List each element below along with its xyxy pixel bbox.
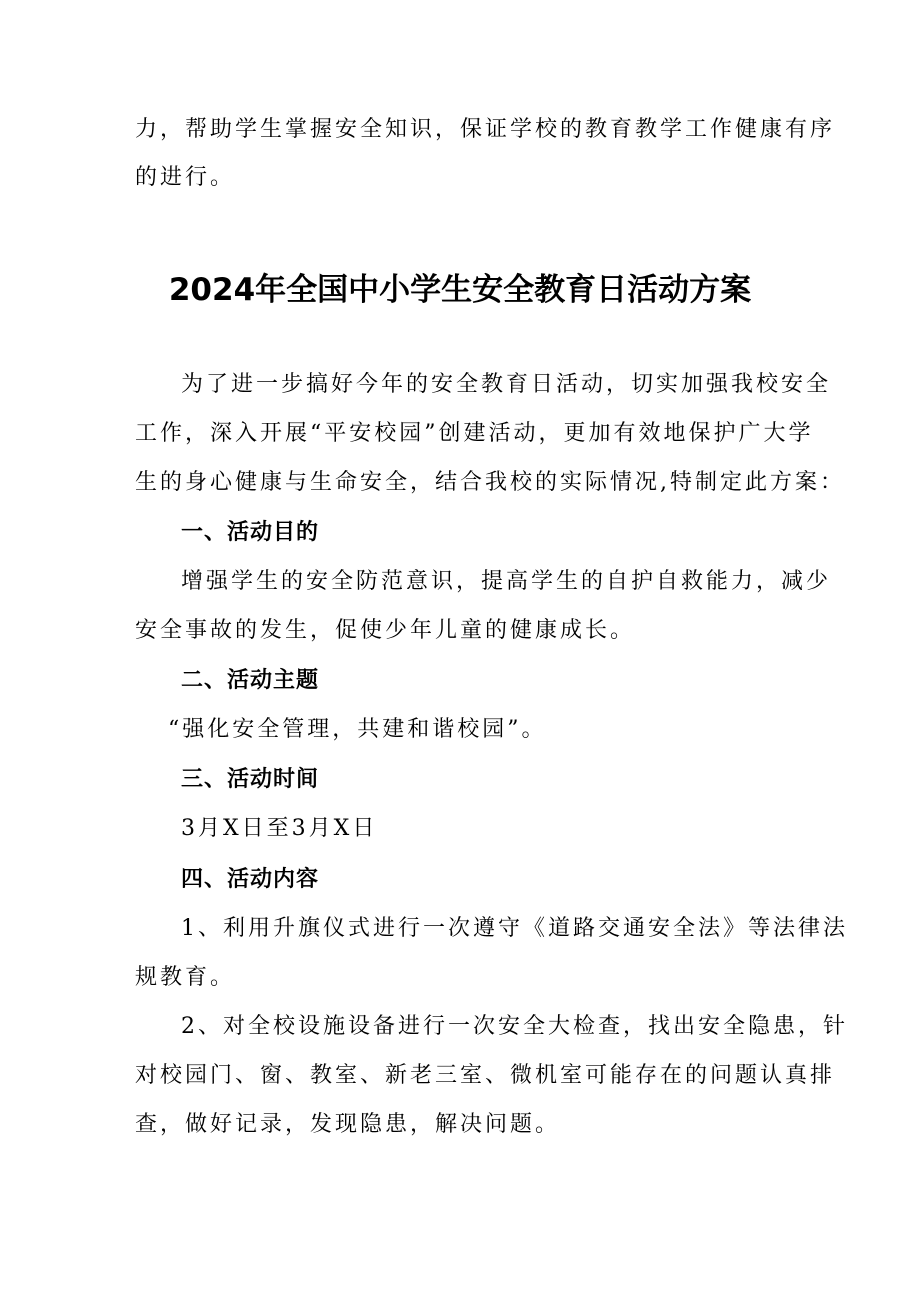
content-item2-line-1: 2、对全校设施设备进行一次安全大检查，找出安全隐患，针 [181, 1014, 848, 1039]
content-item1-line-1: 1、利用升旗仪式进行一次遵守《道路交通安全法》等法律法 [181, 916, 848, 941]
section-heading-purpose: 一、活动目的 [181, 520, 320, 545]
document-title: 2024年全国中小学生安全教育日活动方案 [168, 272, 752, 308]
content-item1-line-2: 规教育。 [135, 965, 236, 990]
theme-line: “强化安全管理，共建和谐校园”。 [168, 717, 547, 742]
time-line: 3月X日至3月X日 [181, 816, 378, 841]
preface-line-3: 生的身心健康与生命安全，结合我校的实际情况,特制定此方案： [135, 470, 845, 495]
content-item2-line-3: 查，做好记录，发现隐患，解决问题。 [135, 1112, 561, 1137]
preface-line-2: 工作，深入开展“平安校园”创建活动，更加有效地保护广大学 [135, 421, 814, 446]
purpose-line-2: 安全事故的发生，促使少年儿童的健康成长。 [135, 618, 636, 643]
content-item2-line-2: 对校园门、窗、教室、新老三室、微机室可能存在的问题认真排 [135, 1063, 836, 1088]
section-heading-theme: 二、活动主题 [181, 668, 320, 693]
section-heading-time: 三、活动时间 [181, 767, 320, 792]
intro-line-1: 力，帮助学生掌握安全知识，保证学校的教育教学工作健康有序 [135, 117, 836, 142]
section-heading-content: 四、活动内容 [181, 867, 320, 892]
preface-line-1: 为了进一步搞好今年的安全教育日活动，切实加强我校安全 [181, 372, 832, 397]
purpose-line-1: 增强学生的安全防范意识，提高学生的自护自救能力，减少 [181, 569, 832, 594]
intro-line-2: 的进行。 [135, 165, 236, 190]
